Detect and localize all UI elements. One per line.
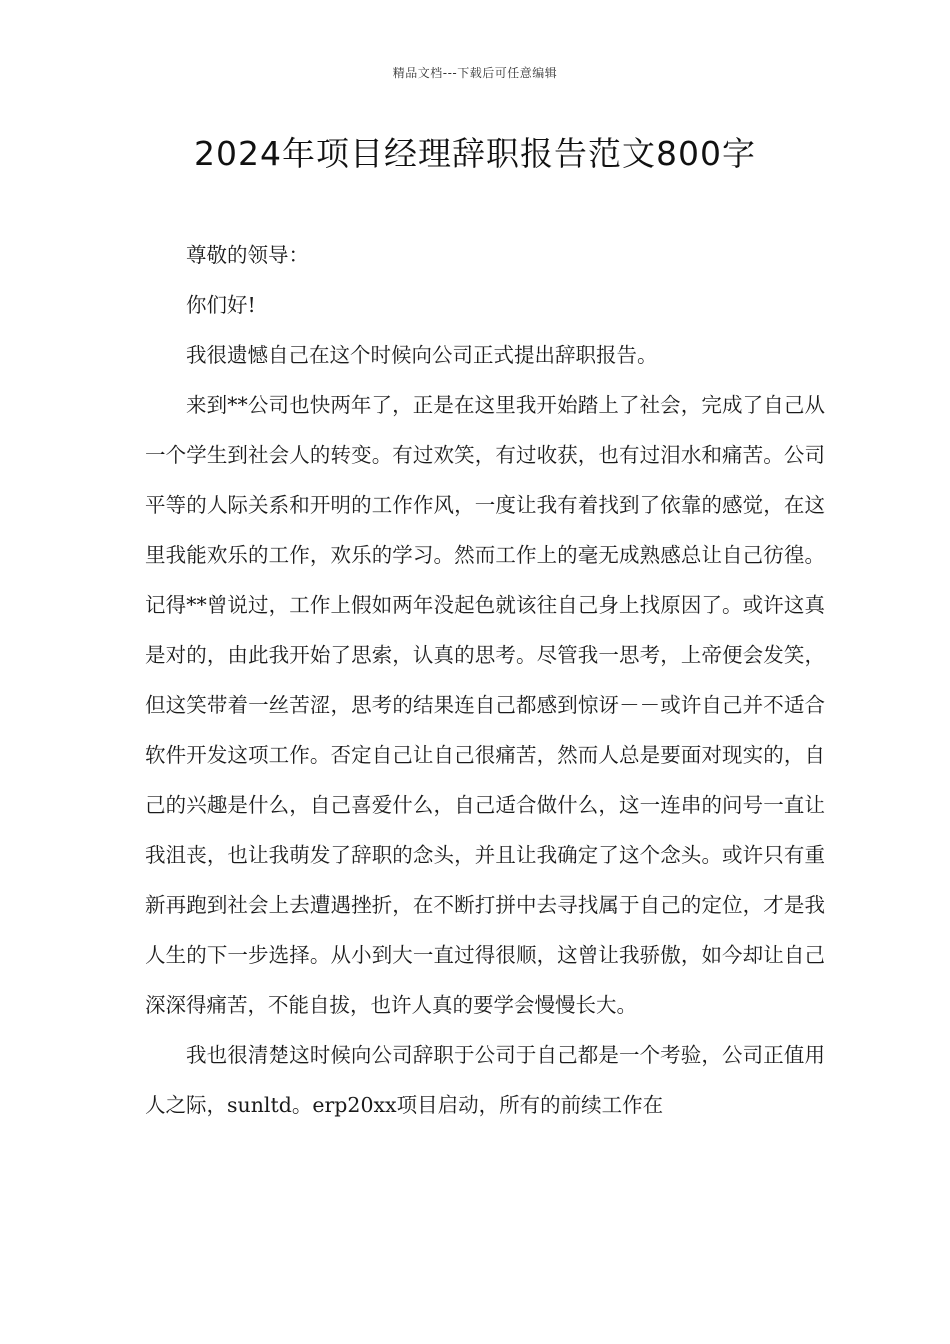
- paragraph-1: 我很遗憾自己在这个时候向公司正式提出辞职报告。: [186, 343, 658, 367]
- document-body: [145, 230, 825, 1130]
- document-title: 2024年项目经理辞职报告范文800字: [194, 134, 756, 173]
- salutation: 尊敬的领导：: [186, 243, 309, 267]
- page-header-note: 精品文档---下载后可任意编辑: [392, 66, 558, 80]
- paragraph-3: 我也很清楚这时候向公司辞职于公司于自己都是一个考验，公司正值用人之际，sunltd。erp20xx项目启动，所有的前续工作在: [145, 1043, 825, 1117]
- paragraph-2: 来到**公司也快两年了，正是在这里我开始踏上了社会，完成了自己从一个学生到社会人的转变。有过欢笑，有过收获，也有过泪水和痛苦。公司平等的人际关系和开明的工作作风，一度让我有着找到了依靠的感觉，在这里我能欢乐的工作，欢乐的学习。然而工作上的毫无成熟感总让自己彷徨。记得**曾说过，工作上假如两年没起色就该往自己身上找原因了。或许这真是对的，由此我开始了思索，认真的思考。尽管我一思考，上帝便会发笑，但这笑带着一丝苦涩，思考的结果连自己都感到惊讶－－或许自己并不适合软件开发这项工作。否定自己让自己很痛苦，然而人总是要面对现实的，自己的兴趣是什么，自己喜爱什么，自己适合做什么，这一连串的问号一直让我沮丧，也让我萌发了辞职的念头，并且让我确定了这个念头。或许只有重新再跑到社会上去遭遇挫折，在不断打拼中去寻找属于自己的定位，才是我人生的下一步选择。从小到大一直过得很顺，这曾让我骄傲，如今却让自己深深得痛苦，不能自拔，也许人真的要学会慢慢长大。: [145, 393, 825, 1017]
- greeting: 你们好!: [186, 293, 256, 317]
